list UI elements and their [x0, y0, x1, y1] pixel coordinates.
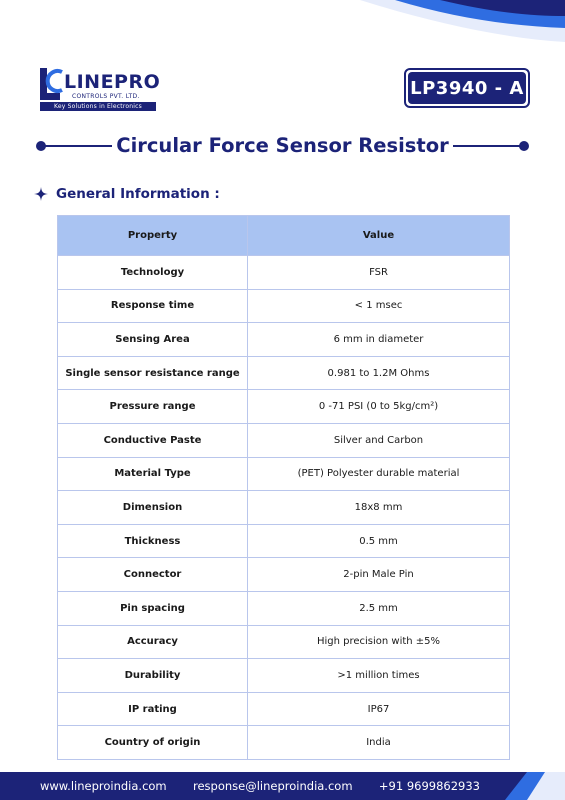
value-cell: 0.5 mm — [248, 524, 510, 558]
footer-website-link[interactable]: www.lineproindia.com — [40, 779, 167, 793]
value-cell: 2-pin Male Pin — [248, 558, 510, 592]
table-row — [58, 457, 510, 491]
page-title: Circular Force Sensor Resistor — [116, 134, 449, 157]
table-row — [58, 558, 510, 592]
table-row — [58, 323, 510, 357]
title-divider-left — [42, 145, 112, 147]
table-row — [58, 659, 510, 693]
property-cell: Connector — [58, 558, 248, 592]
value-cell: >1 million times — [248, 659, 510, 693]
section-heading-text: General Information : — [56, 186, 220, 202]
table-row — [58, 491, 510, 525]
table-row — [58, 256, 510, 290]
table-row — [58, 692, 510, 726]
value-cell: IP67 — [248, 692, 510, 726]
table-row — [58, 289, 510, 323]
logo-tagline: Key Solutions in Electronics — [40, 102, 156, 111]
value-cell: < 1 msec — [248, 289, 510, 323]
property-cell: Sensing Area — [58, 323, 248, 357]
table-row — [58, 524, 510, 558]
model-badge — [404, 68, 530, 108]
table-row — [58, 591, 510, 625]
value-cell: 6 mm in diameter — [248, 323, 510, 357]
property-cell: Response time — [58, 289, 248, 323]
table-row — [58, 726, 510, 760]
property-cell: IP rating — [58, 692, 248, 726]
property-cell: Durability — [58, 659, 248, 693]
table-row — [58, 625, 510, 659]
value-cell: 2.5 mm — [248, 591, 510, 625]
spec-table — [57, 215, 510, 760]
footer-decoration — [505, 772, 565, 800]
table-header-row — [58, 216, 510, 256]
property-cell: Accuracy — [58, 625, 248, 659]
title-dot-right — [519, 141, 529, 151]
property-cell: Single sensor resistance range — [58, 356, 248, 390]
footer-phone[interactable]: +91 9699862933 — [378, 779, 480, 793]
model-number: LP3940 - A — [408, 72, 526, 104]
property-cell: Conductive Paste — [58, 423, 248, 457]
value-cell: 18x8 mm — [248, 491, 510, 525]
footer-contacts — [40, 772, 480, 800]
logo-mark-icon — [40, 68, 66, 100]
column-header-value: Value — [248, 216, 510, 256]
logo-brand-name: LINEPRO — [64, 71, 161, 93]
property-cell: Dimension — [58, 491, 248, 525]
sparkle-icon — [34, 187, 48, 201]
value-cell: 0.981 to 1.2M Ohms — [248, 356, 510, 390]
value-cell: (PET) Polyester durable material — [248, 457, 510, 491]
table-row — [58, 390, 510, 424]
section-heading — [34, 184, 220, 204]
value-cell: FSR — [248, 256, 510, 290]
property-cell: Country of origin — [58, 726, 248, 760]
value-cell: 0 -71 PSI (0 to 5kg/cm²) — [248, 390, 510, 424]
title-divider-right — [453, 145, 523, 147]
property-cell: Pressure range — [58, 390, 248, 424]
property-cell: Pin spacing — [58, 591, 248, 625]
value-cell: Silver and Carbon — [248, 423, 510, 457]
logo-company-name: CONTROLS PVT. LTD. — [72, 93, 140, 100]
company-logo — [40, 68, 161, 112]
property-cell: Thickness — [58, 524, 248, 558]
table-row — [58, 423, 510, 457]
property-cell: Material Type — [58, 457, 248, 491]
property-cell: Technology — [58, 256, 248, 290]
footer-email-link[interactable]: response@lineproindia.com — [192, 779, 353, 793]
value-cell: India — [248, 726, 510, 760]
column-header-property: Property — [58, 216, 248, 256]
table-row — [58, 356, 510, 390]
value-cell: High precision with ±5% — [248, 625, 510, 659]
page-title-row — [36, 132, 529, 160]
